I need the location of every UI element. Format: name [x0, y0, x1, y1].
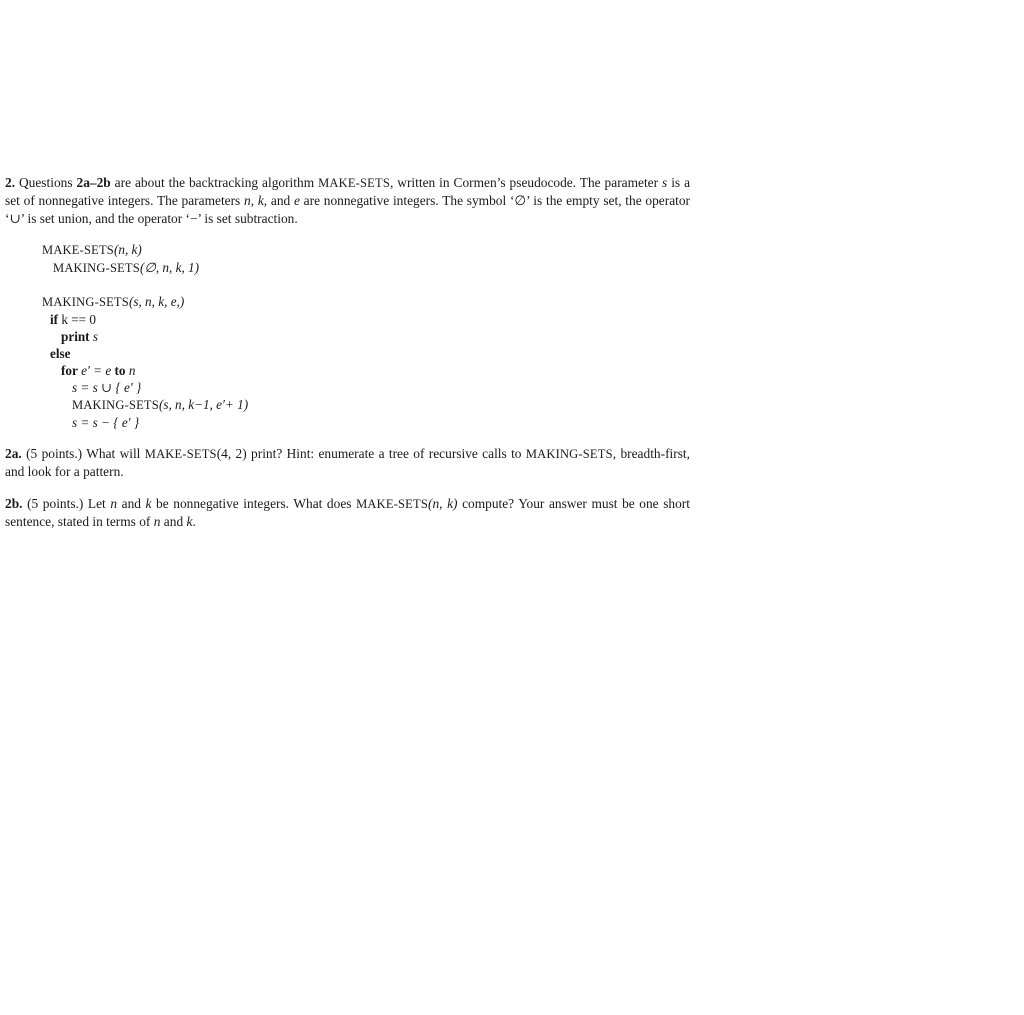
keyword-if: if: [50, 312, 59, 327]
condition: k == 0: [58, 312, 97, 327]
procedure-args: (n, k): [113, 242, 142, 257]
code-line-for: [42, 362, 690, 379]
question-text: and: [160, 514, 187, 529]
variable-n: n: [153, 514, 161, 529]
procedure-args: (s, n, k, e,): [128, 294, 185, 309]
variable-s: s: [662, 175, 668, 190]
question-2b: [5, 495, 690, 531]
intro-text: , written in Cormen’s pseudocode. The parameter: [390, 175, 663, 190]
intro-text: Questions: [15, 175, 77, 190]
variable-e: e: [293, 193, 300, 208]
procedure-args: (∅, n, k, 1): [139, 260, 200, 275]
procedure-args: (s, n, k−1, e′+ 1): [158, 397, 249, 412]
keyword-print: print: [61, 329, 90, 344]
union-statement: s = s ∪ { e′ }: [72, 380, 142, 395]
problem-2-intro: [5, 174, 690, 228]
intro-text: is a set of nonnegative integers. The parameters: [5, 175, 691, 208]
subtract-statement: s = s − { e′ }: [72, 415, 140, 430]
loop-var: e′ = e: [77, 363, 115, 378]
question-text: and: [117, 496, 146, 511]
document-body: [5, 174, 690, 531]
intro-text: are nonnegative integers. The symbol ‘∅’ is the empty set, the operator ‘∪’ is set union, and the operator ‘−’ is set subtraction.: [5, 193, 691, 226]
procedure-name: MAKING-SETS: [42, 295, 129, 309]
code-line-union: [42, 379, 690, 396]
problem-number: 2.: [5, 175, 16, 190]
code-line-make-sets-header: [42, 241, 690, 259]
question-label: 2a.: [5, 446, 22, 461]
intro-text: and: [267, 193, 294, 208]
code-line-making-sets-header: [42, 293, 690, 311]
variable-k: k: [145, 496, 152, 511]
keyword-to: to: [114, 363, 126, 378]
code-line-print: [42, 328, 690, 345]
code-line-if: [42, 311, 690, 328]
procedure-name: MAKE-SETS: [42, 243, 114, 257]
loop-end: n: [125, 363, 136, 378]
keyword-for: for: [61, 363, 78, 378]
code-spacer: [42, 277, 690, 293]
algorithm-name: MAKE-SETS: [144, 447, 217, 461]
question-range: 2a–2b: [76, 175, 111, 190]
code-line-call-making-sets: [42, 259, 690, 277]
variable-n: n: [110, 496, 118, 511]
intro-text: are about the backtracking algorithm: [110, 175, 319, 190]
algorithm-name: MAKE-SETS: [318, 176, 391, 190]
procedure-args: (n, k): [428, 496, 458, 511]
question-text: be nonnegative integers. What does: [151, 496, 357, 511]
question-text: (4, 2) print? Hint: enumerate a tree of recursive calls to: [216, 446, 526, 461]
question-text: (5 points.) What will: [21, 446, 145, 461]
procedure-name: MAKING-SETS: [72, 398, 159, 412]
question-text: .: [192, 514, 196, 529]
question-2a: [5, 445, 690, 481]
code-line-else: [42, 345, 690, 362]
variables-n-k: n, k,: [244, 193, 268, 208]
keyword-else: else: [50, 346, 71, 361]
question-text: compute? Your answer must be one short sentence, stated in terms of: [5, 496, 690, 529]
question-label: 2b.: [5, 496, 23, 511]
code-line-recursive-call: [42, 396, 690, 414]
question-text: , breadth-first, and look for a pattern.: [5, 446, 690, 479]
code-line-subtract: [42, 414, 690, 431]
print-arg: s: [89, 329, 99, 344]
procedure-name: MAKING-SETS: [53, 261, 140, 275]
pseudocode-block: [42, 241, 690, 431]
algorithm-name: MAKING-SETS: [525, 447, 613, 461]
algorithm-name: MAKE-SETS: [356, 497, 429, 511]
variable-k: k: [186, 514, 193, 529]
question-text: (5 points.) Let: [22, 496, 111, 511]
